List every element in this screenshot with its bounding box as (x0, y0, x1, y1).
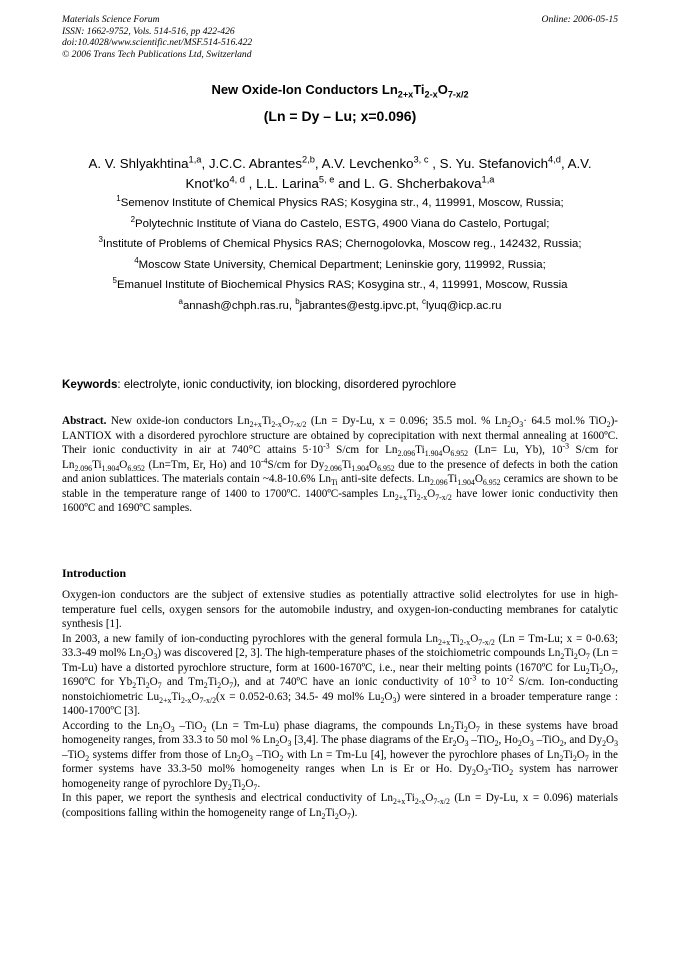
email-line (62, 296, 618, 315)
email-mark: c (422, 296, 426, 306)
subscript: 2 (509, 768, 514, 778)
text-run: (x = 0.052-0.63; 34.5- 49 mol% Lu (216, 690, 381, 703)
affiliation-number: 2 (130, 214, 136, 224)
subscript: 2 (217, 681, 222, 691)
text-run: system has narrower homogeneity range of pyrochlore Dy (62, 763, 618, 790)
keywords-label: Keywords (62, 378, 118, 391)
text-run: O (603, 661, 612, 674)
text-run: in these systems have broad homogeneity ranges, from 33.3 to 50 mol % Ln (62, 719, 618, 746)
superscript: -3 (323, 441, 330, 451)
text-run: O (425, 792, 434, 804)
text-run: –TiO (468, 734, 495, 746)
text-run: In this paper, we report the synthesis and electrical conductivity of Ln (62, 792, 393, 804)
subscript: 2 (85, 753, 90, 763)
text-run: anti-site defects. Ln (337, 473, 430, 485)
author-separator: and (334, 176, 364, 191)
author-name: A.V. Knot'ko (185, 156, 592, 191)
subscript: 2 (450, 724, 455, 734)
affiliation-text: Semenov Institute of Chemical Physics RAS; Kosygina str., 4, 119991, Moscow, Russia; (120, 197, 564, 209)
keywords-text: : electrolyte, ionic conductivity, ion blocking, disordered pyrochlore (117, 378, 457, 391)
email-address: jabrantes@estg.ipvc.pt, (299, 299, 422, 312)
subscript: 2 (507, 420, 512, 430)
text-run: O (281, 415, 290, 427)
subscript: 7 (253, 782, 258, 792)
text-run: O (240, 748, 249, 761)
paragraph (62, 632, 618, 719)
subscript: 7 (346, 811, 351, 821)
text-run: (Ln = Dy-Lu, x = 0.096; 35.5 mol. % Ln (306, 415, 508, 427)
text-run: O (521, 734, 530, 746)
subscript: 7-x/2 (435, 492, 452, 502)
subscript: 2-x (414, 797, 426, 807)
author-affiliation-mark: 1,a (188, 154, 202, 165)
subscript: 2 (599, 666, 604, 676)
subscript: 2 (559, 739, 564, 749)
subscript: 2-x (271, 420, 282, 430)
text-run: Ti (341, 458, 352, 471)
affiliation (62, 255, 618, 274)
superscript: -3 (562, 441, 570, 451)
subscript: 2 (559, 753, 564, 763)
subscript: 2+x (437, 637, 451, 647)
text-run: O (145, 647, 154, 659)
text-run: Ti (325, 806, 335, 819)
author-list (62, 154, 618, 194)
affiliation (62, 214, 618, 233)
author-name: A.V. Levchenko (321, 156, 414, 171)
affiliation-text: Institute of Problems of Chemical Physics RAS; Chernogolovka, Moscow reg., 142432, Russia; (102, 238, 582, 250)
text-run: with Ln = Tm-Lu [4], however the pyrochlore phases of Ln (283, 748, 560, 761)
subscript: 2 (602, 739, 606, 749)
paper-title (62, 82, 618, 100)
author-separator: , (314, 156, 322, 171)
subscript: 6.952 (482, 478, 501, 488)
text-run: S/cm for Dy (267, 458, 325, 471)
subscript: 2 (321, 811, 326, 821)
subscript: 7 (584, 753, 589, 763)
text-run: , and Dy (563, 734, 603, 746)
paragraph (62, 791, 618, 820)
text-run: (Ln= Lu, Yb), 10 (468, 444, 563, 456)
affiliation (62, 237, 618, 253)
subscript: 3 (464, 739, 469, 749)
text-run: Ti (450, 632, 460, 645)
superscript: -3 (469, 673, 477, 683)
text-run: · 64.5 mol.% TiO (523, 415, 607, 427)
author-affiliation-mark: 4,d (548, 154, 561, 165)
subscript: 2+x (394, 492, 408, 502)
text-run: Ti (415, 444, 425, 456)
subscript: 3 (614, 739, 619, 749)
subscript: 2 (380, 695, 385, 705)
text-run: -TiO (487, 763, 510, 775)
text-run: Ti (171, 690, 181, 703)
text-run: [3,4]. The phase diagrams of the Er (291, 734, 453, 746)
subscript: 2 (145, 681, 150, 691)
text-run: S/cm. Ion-conducting nonstoichiometric Lu (62, 676, 618, 703)
paragraph (62, 588, 618, 632)
section-heading: Introduction (62, 566, 127, 580)
subscript: 1.904 (424, 449, 443, 459)
text-run: Ti (563, 748, 573, 761)
text-run: ). (350, 806, 358, 819)
text-run: (Ln = Tm-Lu) phase diagrams, the compounds Ln (206, 719, 451, 732)
text-run: ceramics are shown to be stable in the temperature range of 1400 to 1700ºC. 1400ºC-samples Ln (62, 473, 618, 500)
email-mark: b (295, 296, 300, 306)
text-run: According to the Ln (62, 719, 159, 732)
subscript: 7 (475, 724, 480, 734)
author-affiliation-mark: 1,a (481, 174, 495, 185)
text-run: Ti (454, 719, 464, 732)
abstract-label: Abstract. (62, 415, 107, 427)
subscript: 1.904 (101, 463, 120, 473)
text-run: –TiO (174, 719, 203, 732)
subscript: 2.096 (74, 463, 93, 473)
text-run: and Tm (161, 676, 204, 688)
text-run: in the former systems have 33.3-50 mol% homogeneity ranges when Ln is Er or Ho. Dy (62, 748, 618, 775)
superscript: -2 (506, 673, 514, 683)
text-run: O (162, 719, 171, 732)
author-affiliation-mark: 3, c (413, 154, 429, 165)
text-run: O (245, 777, 254, 790)
author-affiliation-mark: 4, d (229, 174, 245, 185)
subscript: 3 (287, 739, 292, 749)
subscript: 2 (606, 420, 611, 430)
title-text: O (437, 82, 448, 97)
author-name: L. G. Shcherbakova (364, 176, 482, 191)
text-run: due to the presence of defects in both the cation and anion sublattices. The materials contain ~4.8-10.6% Ln (62, 458, 619, 485)
subscript: 3 (392, 695, 397, 705)
text-run: Ti (207, 676, 218, 688)
subscript: 2+x (249, 420, 262, 430)
subscript: 2.096 (397, 449, 416, 459)
text-run: to 10 (476, 676, 507, 688)
subscript: 2 (573, 652, 578, 662)
text-run: systems differ from those of Ln (89, 748, 237, 761)
subscript: 2.096 (430, 478, 448, 488)
text-run: O (442, 444, 451, 456)
text-run: O (475, 763, 484, 775)
subscript: 2 (141, 652, 146, 662)
subscript: 1.904 (351, 463, 370, 473)
author-separator: , (428, 156, 440, 171)
subscript: 2 (202, 724, 207, 734)
text-run: O (511, 415, 520, 427)
text-run: –TiO (62, 748, 86, 761)
affiliation-number: 5 (112, 276, 117, 286)
text-run: (Ln = Dy-Lu, x = 0.096) materials (compositions falling within the homogeneity range of Ln (62, 792, 618, 819)
subscript: 2 (471, 768, 476, 778)
subscript: 2-x (459, 637, 471, 647)
subscript: 3 (519, 420, 524, 430)
text-run: O (474, 473, 483, 485)
email-address: lyuq@icp.ac.ru (425, 299, 502, 312)
subscript: 2 (463, 724, 468, 734)
author-separator: , (201, 156, 209, 171)
author-name: S. Yu. Stefanovich (439, 156, 549, 171)
text-run: Ti (136, 676, 146, 688)
text-run: O (369, 458, 378, 471)
text-run: O (456, 734, 465, 746)
subscript: 6.952 (450, 449, 469, 459)
abstract (62, 414, 618, 516)
title-subscript: 2-x (424, 89, 438, 100)
subscript: 7-x/2 (478, 637, 495, 647)
subscript: 3 (483, 768, 488, 778)
text-run: Ti (589, 661, 600, 674)
affiliation (62, 278, 618, 294)
subscript: 6.952 (377, 463, 395, 473)
text-run: O (606, 734, 615, 746)
author-name: J.C.C. Abrantes (208, 156, 302, 171)
text-run: O (149, 676, 158, 688)
text-run: ), and at 740ºC have an ionic conductivity of 10 (233, 676, 470, 688)
author-name: A. V. Shlyakhtina (88, 156, 189, 171)
subscript: 7-x/2 (433, 797, 450, 807)
text-run: Ti (447, 473, 458, 485)
text-run: , 1690ºC for Yb (62, 661, 618, 688)
text-run: New oxide-ion conductors Ln (106, 415, 250, 427)
text-run: Oxygen-ion conductors are the subject of extensive studies as potentially attractive solid electrolytes for use in high-temperature fuel cells, oxygen sensors for the automobile industry, and oxygen-ion-conducting membranes for catalytic synthesis [1]. (62, 589, 618, 630)
text-run: Ti (407, 487, 417, 500)
text-run: O (470, 632, 479, 645)
text-run: have lower ionic conductivity then 1600ºC and 1690ºC samples. (62, 487, 618, 514)
affiliation-text: Polytechnic Institute of Viana do Castelo, ESTG, 4900 Viana do Castelo, Portugal; (135, 217, 550, 230)
affiliation-text: Emanuel Institute of Biochemical Physics RAS; Kosygina str., 4, 119991, Moscow, Russia (116, 279, 568, 291)
text-run: O (119, 458, 128, 471)
text-run: , Ho (498, 734, 518, 746)
paper-subtitle: (Ln = Dy – Lu; x=0.096) (263, 108, 417, 124)
text-run: ) was discovered [2, 3]. The high-temperature phases of the stoichiometric compounds Ln (157, 647, 561, 659)
subscript: 2 (132, 681, 137, 691)
text-run: Ti (92, 458, 102, 471)
issn-line: ISSN: 1662-9752, Vols. 514-516, pp 422-426 (62, 25, 235, 37)
subscript: 7 (157, 681, 162, 691)
affiliation (62, 196, 618, 212)
copyright-line: © 2006 Trans Tech Publications Ltd, Switzerland (62, 48, 252, 60)
subscript: Ti (331, 478, 338, 488)
subscript: 2 (203, 681, 208, 691)
subscript: 2+x (159, 695, 172, 705)
title-subscript: 2+x (397, 89, 414, 100)
text-run: O (191, 690, 200, 703)
subscript: 6.952 (127, 463, 145, 473)
text-run: . (257, 777, 261, 790)
subscript: 2 (494, 739, 499, 749)
text-run: Ti (261, 415, 272, 427)
subscript: 2 (452, 739, 457, 749)
subscript: 2 (334, 811, 339, 821)
affiliations (62, 196, 618, 314)
text-run: O (577, 647, 586, 659)
keywords (62, 378, 618, 391)
text-run: ) were sintered in a broader temperature range : 1400-1700ºC [3]. (62, 690, 618, 717)
email-address: annash@chph.ras.ru, (182, 299, 296, 312)
author-affiliation-mark: 2,b (301, 154, 315, 165)
text-run: In 2003, a new family of ion-conducting pyrochlores with the general formula Ln (62, 632, 438, 645)
subscript: 3 (170, 724, 175, 734)
subscript: 7 (229, 681, 234, 691)
journal-header (62, 14, 618, 60)
subscript: 7 (585, 652, 590, 662)
subscript: 3 (529, 739, 534, 749)
subscript: 1.904 (457, 478, 475, 488)
subscript: 3 (248, 753, 253, 763)
subscript: 2+x (393, 797, 406, 807)
text-run: O (221, 676, 230, 688)
text-run: O (384, 690, 393, 703)
affiliation-number: 3 (98, 235, 103, 245)
subscript: 7-x/2 (199, 695, 217, 705)
text-run: )-LANTIOX with a disordered pyrochlore structure are obtained by coprecipitation with next thermal annealing at 1600ºC. Their ionic conductivity in air at 740°C attains 5·10 (62, 415, 619, 456)
subscript: 2.096 (324, 463, 342, 473)
text-run: O (467, 719, 476, 732)
superscript: -4 (260, 455, 268, 465)
author-separator: , (560, 156, 568, 171)
doi-line: doi:10.4028/www.scientific.net/MSF.514-516.422 (62, 37, 253, 49)
online-date: Online: 2006-05-15 (541, 14, 618, 25)
title-text: New Oxide-Ion Conductors Ln (211, 82, 398, 97)
affiliation-number: 1 (116, 194, 121, 204)
text-run: –TiO (252, 748, 280, 761)
text-run: (Ln=Tm, Er, Ho) and 10 (144, 458, 261, 471)
text-run: O (576, 748, 585, 761)
author-name: L.L. Larina (256, 176, 319, 191)
text-run: (Ln = Tm-Lu) have a distorted pyrochlore structure, form at 1600-1670ºC, i.e., near their melting points (1670ºC for Lu (62, 647, 618, 674)
subscript: 2 (275, 739, 280, 749)
introduction-body (62, 588, 618, 820)
subscript: 2 (517, 739, 522, 749)
subscript: 2-x (416, 492, 428, 502)
subscript: 2 (158, 724, 163, 734)
affiliation-text: Moscow State University, Chemical Department; Leninskie gory, 119992, Russia; (138, 258, 546, 271)
title-text: Ti (413, 82, 425, 97)
subscript: 3 (153, 652, 158, 662)
text-run: Ti (564, 647, 574, 659)
subscript: 2 (572, 753, 577, 763)
text-run: Ti (231, 777, 242, 790)
text-run: O (338, 806, 347, 819)
subscript: 2 (227, 782, 232, 792)
journal-name: Materials Science Forum (62, 14, 160, 25)
subscript: 2 (241, 782, 246, 792)
subscript: 2-x (180, 695, 192, 705)
subscript: 7-x/2 (289, 420, 307, 430)
affiliation-number: 4 (134, 255, 139, 265)
paragraph (62, 719, 618, 792)
title-subscript: 7-x/2 (447, 89, 469, 100)
subscript: 2 (236, 753, 241, 763)
text-run: O (427, 487, 436, 500)
subscript: 7 (611, 666, 616, 676)
text-run: O (279, 734, 288, 746)
text-run: Ti (405, 792, 415, 804)
author-affiliation-mark: 5, e (318, 174, 335, 185)
subscript: 2 (560, 652, 565, 662)
subscript: 2 (279, 753, 284, 763)
author-separator: , (244, 176, 257, 191)
text-run: S/cm for Ln (329, 444, 398, 456)
subscript: 2 (585, 666, 590, 676)
email-mark: a (178, 296, 183, 306)
text-run: –TiO (533, 734, 560, 746)
text-run: S/cm for Ln (62, 444, 618, 471)
text-run: (Ln = Tm-Lu; x = 0-0.63; 33.3-49 mol% Ln (62, 632, 619, 659)
